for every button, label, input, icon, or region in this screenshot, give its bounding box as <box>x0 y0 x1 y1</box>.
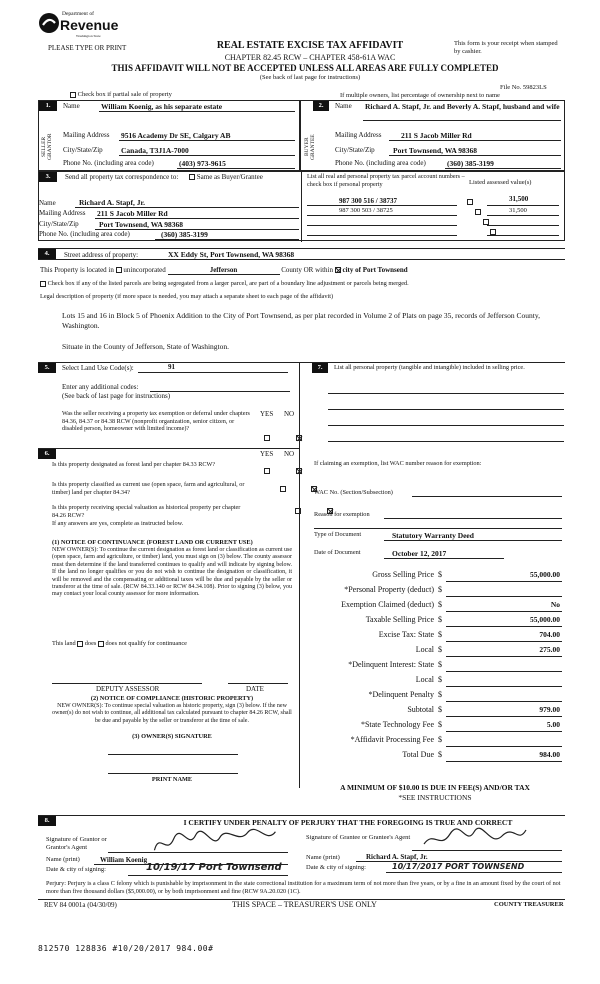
tax-row-label: Subtotal <box>407 705 434 714</box>
section-2-num: 2. <box>313 101 329 111</box>
grantor-name[interactable]: William Koenig <box>100 856 148 864</box>
forest-q3: Is this property receiving special valuation as historical property per chapter 84.26 RCW? <box>52 504 241 519</box>
wac-label: WAC No. (Section/Subsection) <box>314 489 393 496</box>
tax-row-value[interactable]: 275.00 <box>539 645 560 654</box>
grantee-date-city[interactable]: 10/17/2017 PORT TOWNSEND <box>392 862 525 871</box>
logo-line2: Revenue <box>60 17 119 33</box>
tax-row-label: Exemption Claimed (deduct) <box>341 600 434 609</box>
parcel-2-value[interactable]: 31,500 <box>509 207 527 214</box>
parcel-1-num[interactable]: 987 300 516 / 38737 <box>339 197 397 205</box>
segregated-checkbox[interactable] <box>40 281 46 287</box>
tax-row <box>300 675 565 689</box>
tax-row-value[interactable]: No <box>550 600 560 609</box>
tax-row-cur: $ <box>438 720 442 729</box>
tax-row-label: Total Due <box>402 750 434 759</box>
grantor-date-label: Date & city of signing: <box>46 866 106 873</box>
county-treasurer: COUNTY TREASURER <box>494 901 564 908</box>
tax-row-cur: $ <box>438 630 442 639</box>
tax-row-value[interactable]: 979.00 <box>539 705 560 714</box>
personal-label: List all personal property (tangible and intangible) included in selling price. <box>334 364 525 371</box>
seller-mailing[interactable]: 9516 Academy Dr SE, Calgary AB <box>121 131 231 140</box>
grantee-sig-label: Signature of Grantee or Grantee's Agent <box>306 834 411 841</box>
same-as-buyer-label: Same as Buyer/Grantee <box>196 173 263 181</box>
reason-label: Reason for exemption <box>314 511 370 518</box>
parcel-header: List all real and personal property tax parcel account numbers – check box if personal property <box>307 173 465 188</box>
tax-row-cur: $ <box>438 750 442 759</box>
forest-q1: Is this property designated as forest land per chapter 84.33 RCW? <box>52 461 216 468</box>
land-use-code[interactable]: 91 <box>168 363 175 371</box>
legal-description-1[interactable]: Lots 15 and 16 in Block 5 of Phoenix Addition to the City of Port Townsend, as per plat recorded in Volume 2 of Plats on page 35, records of Jefferson County, Washington. <box>62 311 540 330</box>
section-seller <box>38 100 300 171</box>
exemption-question: Was the seller receiving a property tax exemption or deferral under chapters 84.36, 84.37 or 84.38 RCW (nonprofit organization, senior citizen, or disabled person, homeowner with limited income)? <box>62 410 250 433</box>
does-not-checkbox[interactable] <box>98 641 104 647</box>
city-checkbox[interactable] <box>335 267 341 273</box>
owner-sig-label: (3) OWNER(S) SIGNATURE <box>132 733 212 740</box>
this-land-label: This land <box>52 640 76 647</box>
street-label: Street address of property: <box>64 251 139 259</box>
buyer-phone-label: Phone No. (including area code) <box>335 159 426 167</box>
buyer-mailing[interactable]: 211 S Jacob Miller Rd <box>401 131 472 140</box>
section-buyer <box>300 100 565 171</box>
exemption-yes-checkbox[interactable] <box>264 435 270 441</box>
does-label: does <box>84 640 97 647</box>
tax-row <box>300 690 565 704</box>
parcel-2-num[interactable]: 987 300 503 / 38725 <box>339 207 393 214</box>
section-8-num: 8. <box>38 816 56 826</box>
continuance-row <box>52 640 187 647</box>
tax-row-value[interactable]: 55,000.00 <box>530 615 560 624</box>
partial-sale-label: Check box if partial sale of property <box>77 91 172 98</box>
form-title: REAL ESTATE EXCISE TAX AFFIDAVIT <box>216 40 404 51</box>
doc-type-label: Type of Document <box>314 531 362 538</box>
county-or-label: County OR within <box>281 266 333 274</box>
grantor-signature[interactable] <box>149 822 281 863</box>
tax-row-label: *Personal Property (deduct) <box>344 585 434 594</box>
tax-row-value[interactable]: 984.00 <box>539 750 560 759</box>
located-prefix: This Property is located in <box>40 266 114 274</box>
tax-row-label: *State Technology Fee <box>360 720 434 729</box>
unincorporated-checkbox[interactable] <box>116 267 122 273</box>
buyer-name-label: Name <box>335 102 352 110</box>
buyer-side-label: BUYER GRANTEE <box>304 134 316 160</box>
legal-description-2[interactable]: Situate in the County of Jefferson, State of Washington. <box>62 342 230 351</box>
form-chapter: CHAPTER 82.45 RCW – CHAPTER 458-61A WAC <box>224 53 396 62</box>
street-address[interactable]: XX Eddy St, Port Townsend, WA 98368 <box>168 250 295 259</box>
seller-name[interactable]: William Koenig, as his separate estate <box>101 102 223 111</box>
county-value[interactable]: Jefferson <box>168 266 280 275</box>
land-use-see-back: (See back of last page for instructions) <box>62 392 171 400</box>
seller-city[interactable]: Canada, T3J1A-7000 <box>121 146 189 155</box>
tax-row <box>300 570 565 584</box>
located-row <box>40 266 408 275</box>
corr-mailing-label: Mailing Address <box>39 209 86 217</box>
receipt-note: This form is your receipt when stamped by cashier. <box>454 40 558 55</box>
buyer-phone[interactable]: (360) 385-3199 <box>447 159 494 168</box>
grantor-name-label: Name (print) <box>46 856 80 863</box>
minimum-note: A MINIMUM OF $10.00 IS DUE IN FEE(S) AND/OR TAX <box>340 783 530 792</box>
deputy-date-label: DATE <box>246 685 264 693</box>
corr-phone[interactable]: (360) 385-3199 <box>161 230 208 239</box>
grantor-sig-label: Signature of Grantor or Grantor's Agent <box>46 836 107 851</box>
land-use-yes-header: YES <box>260 410 274 418</box>
section-6-num: 6. <box>38 449 56 459</box>
corr-city-label: City/State/Zip <box>39 220 79 228</box>
tax-row-value[interactable]: 704.00 <box>539 630 560 639</box>
seller-phone[interactable]: (403) 973-9615 <box>179 159 226 168</box>
tax-row-cur: $ <box>438 600 442 609</box>
partial-sale-checkbox[interactable] <box>70 92 76 98</box>
tax-row-value[interactable]: 55,000.00 <box>530 570 560 579</box>
section-1-num: 1. <box>39 101 57 111</box>
doc-type[interactable]: Statutory Warranty Deed <box>392 531 474 540</box>
notice1-title: (1) NOTICE OF CONTINUANCE (FOREST LAND OR CURRENT USE) <box>52 539 253 546</box>
tax-row-cur: $ <box>438 645 442 654</box>
corr-name-label: Name <box>39 199 56 207</box>
corr-label: Send all property tax correspondence to: <box>65 173 179 181</box>
dor-logo <box>38 10 118 40</box>
forest-q2: Is this property classified as current use (open space, farm and agricultural, or timber) land per chapter 84.34? <box>52 481 245 496</box>
section-land-use <box>38 362 300 448</box>
section-property <box>38 248 565 260</box>
forest-no-header: NO <box>284 450 295 458</box>
section-correspondence <box>38 171 565 241</box>
multiple-owners: If multiple owners, list percentage of ownership next to name <box>340 92 500 99</box>
tax-row-label: Local <box>415 675 434 684</box>
forest-yes-header: YES <box>260 450 274 458</box>
print-name-label: PRINT NAME <box>151 776 193 783</box>
tax-row <box>300 705 565 719</box>
corr-same-row <box>189 173 263 181</box>
corr-name[interactable]: Richard A. Stapf, Jr. <box>79 198 145 207</box>
notice2-body: NEW OWNER(S): To continue special valuation as historic property, sign (3) below. If the new owner(s) do not wish to continue, all additional tax calculated pursuant to chapter 84.26 RCW, shall be due and payable by the seller or transferor at the time of sale. <box>52 703 292 724</box>
forest-note: If any answers are yes, complete as instructed below. <box>52 520 184 527</box>
seller-mailing-label: Mailing Address <box>63 131 110 139</box>
section-5-num: 5. <box>38 363 56 373</box>
parcel-2-checkbox[interactable] <box>475 209 481 215</box>
tax-row-label: *Delinquent Penalty <box>368 690 434 699</box>
city-of-label: city of Port Townsend <box>342 266 408 274</box>
see-instructions: *SEE INSTRUCTIONS <box>398 793 472 802</box>
parcel-1-checkbox[interactable] <box>467 199 473 205</box>
corr-phone-label: Phone No. (including area code) <box>39 230 130 238</box>
dor-logo-icon <box>38 12 60 34</box>
seller-city-label: City/State/Zip <box>63 146 103 154</box>
tax-row-label: *Delinquent Interest: State <box>348 660 434 669</box>
notice2-title: (2) NOTICE OF COMPLIANCE (HISTORIC PROPERTY) <box>90 695 254 702</box>
section-3-num: 3. <box>39 172 57 182</box>
tax-row <box>300 660 565 674</box>
grantee-name-label: Name (print) <box>306 854 340 861</box>
tax-table <box>300 570 565 760</box>
receipt-stamp: 812570 128836 #10/20/2017 984.00# <box>38 944 214 953</box>
tax-row <box>300 615 565 629</box>
tax-row-cur: $ <box>438 675 442 684</box>
grantee-signature-scribble <box>420 826 530 852</box>
seller-phone-label: Phone No. (including area code) <box>63 159 154 167</box>
does-not-label: does not qualify for continuance <box>105 640 187 647</box>
tax-row <box>300 600 565 614</box>
forest-q2-yes[interactable] <box>280 486 286 492</box>
segregated-label: Check box if any of the listed parcels are being segregated from a larger parcel, are part of a boundary line adjustment or parcels being merged. <box>47 280 409 287</box>
land-use-label: Select Land Use Code(s): <box>62 364 134 372</box>
buyer-city[interactable]: Port Townsend, WA 98368 <box>393 146 478 155</box>
buyer-city-label: City/State/Zip <box>335 146 375 154</box>
additional-codes-label: Enter any additional codes: <box>62 383 139 391</box>
unincorporated-label: unincorporated <box>123 266 166 274</box>
tax-row <box>300 630 565 644</box>
please-type: PLEASE TYPE OR PRINT <box>48 44 127 52</box>
deputy-assessor-label: DEPUTY ASSESSOR <box>96 685 160 693</box>
tax-row-label: Taxable Selling Price <box>365 615 434 624</box>
section-7-num: 7. <box>312 363 328 373</box>
seller-side-label: SELLER GRANTOR <box>41 133 53 161</box>
tax-row-cur: $ <box>438 660 442 669</box>
grantee-date-label: Date & city of signing: <box>306 864 366 871</box>
notice1-body: NEW OWNER(S): To continue the current designation as forest land or classification as current use (open space, farm and agriculture, or timber) land, you must sign on (3) below. The county assessor must then determine if the land transferred continues to qualify and will indicate by signing below. If the land no longer qualifies or you do not wish to continue the designation or classification, it will be removed and the compensating or additional taxes will be due and payable by the seller or transferor at the time of sale. (RCW 84.33.140 or RCW 84.34.108). Prior to signing (3) below, you may contact your local county assessor for more information. <box>52 547 292 598</box>
tax-row-cur: $ <box>438 690 442 699</box>
grantor-date-city[interactable]: 10/19/17 Port Townsend <box>146 862 282 873</box>
land-use-no-header: NO <box>284 410 295 418</box>
tax-row <box>300 585 565 599</box>
tax-row-label: Excise Tax: State <box>378 630 434 639</box>
tax-row-cur: $ <box>438 705 442 714</box>
tax-row-value[interactable]: 5.00 <box>546 720 560 729</box>
forest-q1-yes[interactable] <box>264 468 270 474</box>
perjury-statement: Perjury: Perjury is a class C felony which is punishable by imprisonment in the state correctional institution for a maximum term of not more than five years, or by a fine in an amount fixed by the court of not more than five thousand dollars ($5,000.00), or by both imprisonment and fine (RCW 9A.20.020 (1C). <box>46 880 561 895</box>
tax-row-cur: $ <box>438 570 442 579</box>
tax-row-label: Local <box>415 645 434 654</box>
logo-line1: Department of <box>62 11 94 17</box>
tax-row-cur: $ <box>438 585 442 594</box>
tax-row-cur: $ <box>438 735 442 744</box>
tax-row <box>300 735 565 749</box>
same-as-buyer-checkbox[interactable] <box>189 174 195 180</box>
does-checkbox[interactable] <box>77 641 83 647</box>
tax-row-label: *Affidavit Processing Fee <box>350 735 434 744</box>
parcel-1-value[interactable]: 31,500 <box>509 195 529 203</box>
see-back: (See back of last page for instructions) <box>259 74 361 81</box>
form-rev: REV 84 0001a (04/30/09) <box>44 901 117 909</box>
exemption-label: If claiming an exemption, list WAC number reason for exemption: <box>314 460 482 467</box>
grantee-name[interactable]: Richard A. Stapf, Jr. <box>366 853 428 861</box>
tax-row <box>300 645 565 659</box>
assessed-header: Listed assessed value(s) <box>469 179 532 186</box>
corr-city[interactable]: Port Townsend, WA 98368 <box>99 220 184 229</box>
corr-mailing[interactable]: 211 S Jacob Miller Rd <box>97 209 168 218</box>
section-forest <box>38 448 300 788</box>
seller-name-label: Name <box>63 102 80 110</box>
partial-sale-row <box>70 91 172 98</box>
tax-row <box>300 720 565 734</box>
buyer-mailing-label: Mailing Address <box>335 131 382 139</box>
form-warning: THIS AFFIDAVIT WILL NOT BE ACCEPTED UNLESS ALL AREAS ARE FULLY COMPLETED <box>111 63 499 73</box>
tax-row-label: Gross Selling Price <box>372 570 434 579</box>
doc-date[interactable]: October 12, 2017 <box>392 549 447 558</box>
tax-row-cur: $ <box>438 615 442 624</box>
file-no: File No. 59823LS <box>500 84 547 91</box>
buyer-name[interactable]: Richard A. Stapf, Jr. and Beverly A. Stapf, husband and wife <box>365 102 560 111</box>
legal-label: Legal description of property (if more space is needed, you may attach a separate sheet to each page of the affidavit) <box>40 293 334 300</box>
section-4-num: 4. <box>38 249 56 259</box>
treasurer-space: THIS SPACE – TREASURER'S USE ONLY <box>232 900 377 909</box>
certify-statement: I CERTIFY UNDER PENALTY OF PERJURY THAT THE FOREGOING IS TRUE AND CORRECT <box>183 818 513 827</box>
doc-date-label: Date of Document <box>314 549 361 556</box>
segregated-row <box>40 280 409 287</box>
logo-line3: Washington State <box>76 34 101 38</box>
tax-row <box>300 750 565 764</box>
